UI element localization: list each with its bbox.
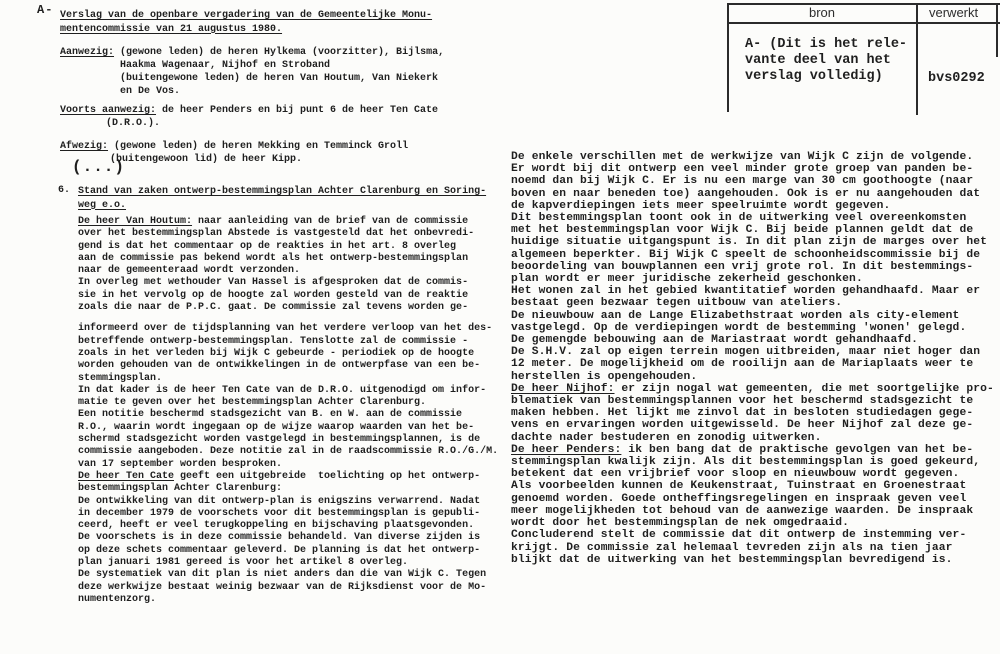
text-line: worden gehouden van de ontwikkelingen in de ontwerpfase van een be- <box>78 360 481 372</box>
text-line: R.O., waarin wordt ingegaan op de wijze waarop waarden van het be- <box>78 421 475 433</box>
text-line <box>60 9 432 23</box>
text-line: zoals die naar de P.P.C. gaat. De commissie zal tevens worden ge- <box>78 302 469 314</box>
text-line: noemd dan bij Wijk C. Er is nu een marge van 30 cm goothoogte (naar <box>511 175 974 188</box>
text-line <box>78 199 486 213</box>
text-line: krijgt. De commissie zal helemaal tevreden zijn als na tien jaar <box>511 541 953 554</box>
text-line: bestemmingsplan Achter Clarenburg: <box>78 483 283 495</box>
underlined-text: mentencommissie van 21 augustus 1980. <box>60 23 283 35</box>
underlined-text: Aanwezig: <box>60 47 115 58</box>
text-line: meer mogelijkheden tot behoud van de aanwezige waarden. De inspraak <box>511 504 974 517</box>
agenda-item-heading <box>78 185 486 212</box>
text-line: genoemd worden. Goede ontheffingsregelingen en inspraak geven veel <box>511 492 967 505</box>
document-marker: A- <box>37 3 54 17</box>
text-line: De ontwikkeling van dit ontwerp-plan is enigszins verwarrend. Nadat <box>78 495 481 507</box>
text-line: (buitengewoon lid) de heer Kipp. <box>110 154 303 165</box>
text-line: De heer Penders: ik ben bang dat de praktische gevolgen van het be- <box>511 443 974 456</box>
text-line: vens en ervaringen worden uitgewisseld. De heer Nijhof zal deze ge- <box>511 419 974 432</box>
ellipsis-marker: (...) <box>72 158 126 176</box>
text-line: Voorts aanwezig: de heer Penders en bij punt 6 de heer Ten Cate <box>60 105 439 116</box>
text-line: In dat kader is de heer Ten Cate van de D.R.O. uitgenodigd om infor- <box>78 384 487 396</box>
text-line: huidige situatie uitgangspunt is. In dit plan zijn de marges over het <box>511 236 988 249</box>
stamp-note <box>745 37 907 85</box>
document-title <box>60 9 432 36</box>
text-line: van 17 september worden besproken. <box>78 458 283 470</box>
text-line: wordt door het bestemmingsplan de nek omgedraaid. <box>511 517 850 530</box>
text-line: De nieuwbouw aan de Lange Elizabethstraat worden als city-element <box>511 309 960 322</box>
text-line: Een notitie beschermd stadsgezicht van B. en W. aan de commissie <box>78 409 463 421</box>
text-line: met het bestemmingsplan voor Wijk C. Bij beide plannen geldt dat de <box>511 224 974 237</box>
text-line: maken hebben. Het lijkt me zinvol dat in besloten studiedagen gege- <box>511 407 974 420</box>
text-line: numentenzorg. <box>78 593 157 605</box>
text-line: vastgelegd. Op de verdiepingen wordt de bestemming 'wonen' gelegd. <box>511 321 967 334</box>
text-line: verslag volledig) <box>745 69 883 84</box>
text-line: 12 meter. De mogelijkheid om de rooilijn aan de Mariaplaats weer te <box>511 358 974 371</box>
text-line: ceerd, heeft er veel terugkoppeling en bijschaving plaatsgevonden. <box>78 520 475 532</box>
text-line: betreffende ontwerp-bestemmingsplan. Tenslotte zal de commissie - <box>78 335 469 347</box>
underlined-text: Verslag van de openbare vergadering van de Gemeentelijke Monu- <box>60 10 433 21</box>
attendance-list <box>60 46 444 166</box>
text-line: De systematiek van dit plan is niet anders dan die van Wijk C. Tegen <box>78 569 487 581</box>
text-line: Aanwezig: (gewone leden) de heren Hylkema (voorzitter), Bijlsma, <box>60 47 445 58</box>
text-line: de kapverdiepingen iets meer speelruimte wordt gegeven. <box>511 199 891 212</box>
text-line: op deze schets commentaar geleverd. De planning is dat het ontwerp- <box>78 544 481 556</box>
text-line: De heer Ten Cate geeft een uitgebreide toelichting op het ontwerp- <box>78 470 481 482</box>
text-line: Als voorbeelden kunnen de Keukenstraat, Tuinstraat en Groenestraat <box>511 480 967 493</box>
text-line: (buitengewone leden) de heren Van Houtum, Van Niekerk <box>120 73 439 84</box>
text-line: Haakma Wagenaar, Nijhof en Stroband <box>120 60 331 71</box>
text-line: algemeen beperkter. Bij Wijk C speelt de schoonheidscommissie bij de <box>511 248 981 261</box>
underlined-text: Stand van zaken ontwerp-bestemmingsplan Achter Clarenburg en Soring- <box>78 186 487 197</box>
text-line: betekent dat een vrijbrief voor sloop en nieuwbouw wordt gegeven. <box>511 468 960 481</box>
text-line: Er wordt bij dit ontwerp een veel minder grote groep van panden be- <box>511 163 974 176</box>
text-line: informeerd over de tijdsplanning van het verdere verloop van het des- <box>78 323 493 335</box>
text-line: deze werkwijze bestaat weinig bezwaar van de Rijksdienst voor de Mo- <box>78 581 487 593</box>
underlined-text: De heer Van Houtum: <box>78 216 193 227</box>
bron-column-header: bron <box>808 5 836 20</box>
text-line: boven en naar beneden toe) aangehouden. Ook is er nu aangehouden dat <box>511 187 981 200</box>
text-line: De gemengde bebouwing aan de Mariastraat wordt gehandhaafd. <box>511 334 919 347</box>
text-line: Dit bestemmingsplan toont ook in de uitwerking veel overeenkomsten <box>511 212 967 225</box>
text-line: De enkele verschillen met de werkwijze van Wijk C zijn de volgende. <box>511 151 974 163</box>
underlined-text: De heer Penders: <box>511 443 622 456</box>
underlined-text: weg e.o. <box>78 199 127 211</box>
text-line: matie te geven over het bestemmingsplan Achter Clarenburg. <box>78 397 427 409</box>
table-right-border <box>996 3 998 57</box>
text-line: zoals in het verleden bij Wijk C gebeurde - periodiek op de hoogte <box>78 347 475 359</box>
text-line: stemmingsplan. <box>78 372 163 384</box>
text-line: sie in het vervolg op de hoogte zal worden gesteld van de reaktie <box>78 289 469 301</box>
text-line: gend is dat het commentaar op de reakties in het art. 8 overleg <box>78 240 457 252</box>
text-line: plan januari 1981 gereed is voor het artikel 8 overleg. <box>78 557 409 569</box>
text-line: vante deel van het <box>745 53 891 68</box>
verwerkt-column-header: verwerkt <box>929 5 979 20</box>
agenda-item-number: 6. <box>58 185 71 196</box>
left-body-text <box>78 216 510 606</box>
text-line: De heer Nijhof: er zijn nogal wat gemeenten, die met soortgelijke pro- <box>511 382 994 395</box>
underlined-text: De heer Ten Cate <box>78 470 175 482</box>
text-line: Concluderend stelt de commissie dat dit ontwerp de instemming ver- <box>511 529 967 542</box>
text-line: A- (Dit is het rele- <box>745 37 908 52</box>
text-line: blematiek van bestemmingsplannen voor het beschermd stadsgezicht te <box>511 395 974 408</box>
text-line: en De Vos. <box>120 86 181 97</box>
text-line: over het bestemmingsplan Abstede is vastgesteld dat het onbevredi- <box>78 228 475 240</box>
text-line: In overleg met wethouder Van Hassel is afgesproken dat de commis- <box>78 277 469 289</box>
text-line: beoordeling van bouwplannen een vrij grote rol. In dit bestemmings- <box>511 260 974 273</box>
underlined-text: Voorts aanwezig: <box>60 105 157 116</box>
text-line: aan de commissie pas bekend wordt als het ontwerp-bestemmingsplan <box>78 252 469 264</box>
text-line: Afwezig: (gewone leden) de heren Mekking en Temminck Groll <box>60 141 409 152</box>
text-line: De heer Van Houtum: naar aanleiding van de brief van de commissie <box>78 216 469 227</box>
text-line: dachte nader bestuderen en zonodig uitwerken. <box>511 431 822 444</box>
text-line: De S.H.V. zal op eigen terrein mogen uitbreiden, maar niet hoger dan <box>511 346 981 359</box>
text-line: De voorschets is in deze commissie behandeld. Van diverse zijden is <box>78 532 481 544</box>
text-line: plan wordt er meer juridische zekerheid geschonken. <box>511 273 863 286</box>
underlined-text: Afwezig: <box>60 141 109 152</box>
underlined-text: De heer Nijhof: <box>511 382 615 395</box>
text-line: blijkt dat de uitwerking van het bestemmingsplan bevredigend is. <box>511 553 953 566</box>
text-line: herstellen is opengehouden. <box>511 370 698 383</box>
text-line: bestaat geen bezwaar tegen uitbouw van ateliers. <box>511 297 843 310</box>
text-line: naar de gemeenteraad wordt verzonden. <box>78 265 301 277</box>
table-header-separator <box>727 22 1000 24</box>
stamp-code: bvs0292 <box>928 71 985 86</box>
text-line: (D.R.O.). <box>106 118 161 129</box>
text-line: stemmingsplan kwalijk zijn. Als dit bestemmingsplan is goed gekeurd, <box>511 456 981 469</box>
text-line: schermd stadsgezicht worden vastgelegd in bestemmingsplannen, is de <box>78 434 481 446</box>
text-line: in december 1979 de voorschets voor dit bestemmingsplan is gepubli- <box>78 507 481 519</box>
text-line: commissie aangeboden. Deze notitie zal in de raadscommissie R.O./G./M. <box>78 446 499 458</box>
right-column-text <box>511 151 1000 566</box>
text-line <box>78 185 486 199</box>
text-line: Het wonen zal in het gebied kwantitatief worden gehandhaafd. Maar er <box>511 285 981 298</box>
text-line <box>60 23 432 37</box>
